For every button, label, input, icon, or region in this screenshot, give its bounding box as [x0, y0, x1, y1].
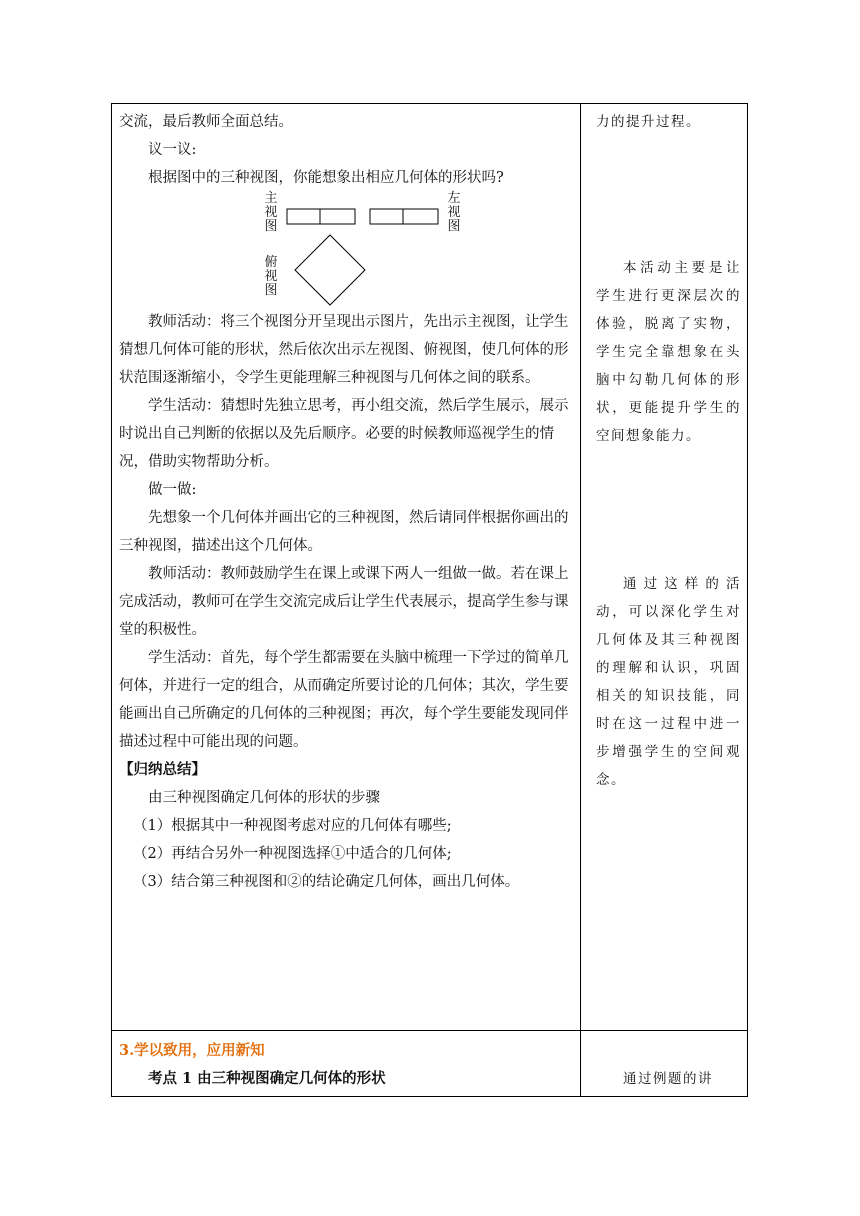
- summary-heading: 【归纳总结】: [119, 761, 206, 778]
- row-divider: [111, 1030, 748, 1031]
- table-border-left: [111, 103, 112, 1097]
- question-paragraph: 根据图中的三种视图，你能想象出相应几何体的形状吗?: [148, 170, 504, 186]
- top-view-label: 俯视图: [264, 255, 278, 298]
- table-border-right: [747, 103, 748, 1097]
- note-text: 通过这样的活动，可以深化学生对几何体及其三种视图的理解和认识，巩固相关的知识技能，同时在这一过程中进一步增强学生的空间观念。: [596, 576, 741, 788]
- note-2: [596, 254, 741, 450]
- note-4: [596, 1065, 741, 1093]
- note-text: 力的提升过程。: [596, 114, 701, 130]
- step-1: （1）根据其中一种视图考虑对应的几何体有哪些;: [133, 818, 452, 834]
- section3-title: 3.学以致用，应用新知: [119, 1042, 265, 1059]
- top-view-drawing: [294, 234, 366, 306]
- front-view-drawing: [286, 208, 356, 226]
- section3-title-cell: [119, 1037, 582, 1093]
- paragraph: 交流，最后教师全面总结。: [119, 114, 293, 130]
- teacher-activity-2: 教师活动：教师鼓励学生在课上或课下两人一组做一做。若在课上完成活动，教师可在学生交流完成后让学生代表展示，提高学生参与课堂的积极性。: [119, 566, 569, 638]
- table-border-top: [111, 103, 748, 104]
- teacher-activity-1: 教师活动：将三个视图分开呈现出示图片，先出示主视图，让学生猜想几何体可能的形状，然后依次出示左视图、俯视图，使几何体的形状范围逐渐缩小，令学生更能理解三种视图与几何体之间的联系。: [119, 314, 569, 386]
- table-border-bottom: [111, 1096, 748, 1097]
- note-text: 通过例题的讲: [623, 1071, 713, 1087]
- step-3: （3）结合第三种视图和②的结论确定几何体，画出几何体。: [133, 874, 520, 890]
- note-1: [596, 108, 741, 136]
- front-view-label: 主视图: [264, 191, 278, 234]
- student-activity-1: 学生活动：猜想时先独立思考，再小组交流，然后学生展示，展示时说出自己判断的依据以及先后顺序。必要的时候教师巡视学生的情况，借助实物帮助分析。: [119, 398, 569, 470]
- three-views-figure: [119, 192, 582, 308]
- student-activity-2: 学生活动：首先，每个学生都需要在头脑中梳理一下学过的简单几何体，并进行一定的组合，从而确定所要讨论的几何体；其次，学生要能画出自己所确定的几何体的三种视图；再次，每个学生要能发现同伴描述过程中可能出现的问题。: [119, 650, 569, 750]
- left-cell: [119, 108, 582, 896]
- lesson-table: [111, 103, 748, 1097]
- discuss-heading: 议一议:: [148, 142, 197, 158]
- summary-intro: 由三种视图确定几何体的形状的步骤: [148, 790, 380, 806]
- note-3: [596, 570, 741, 794]
- point1-heading: 考点 1 由三种视图确定几何体的形状: [148, 1070, 386, 1087]
- left-view-label: 左视图: [447, 191, 461, 234]
- left-view-drawing: [369, 208, 439, 226]
- try-it-heading: 做一做:: [148, 482, 197, 498]
- note-text: 本活动主要是让学生进行更深层次的体验，脱离了实物，学生完全靠想象在头脑中勾勒几何体的形状，更能提升学生的空间想象能力。: [596, 260, 741, 444]
- try-it-task: 先想象一个几何体并画出它的三种视图，然后请同伴根据你画出的三种视图，描述出这个几何体。: [119, 510, 569, 554]
- step-2: （2）再结合另外一种视图选择①中适合的几何体;: [133, 846, 452, 862]
